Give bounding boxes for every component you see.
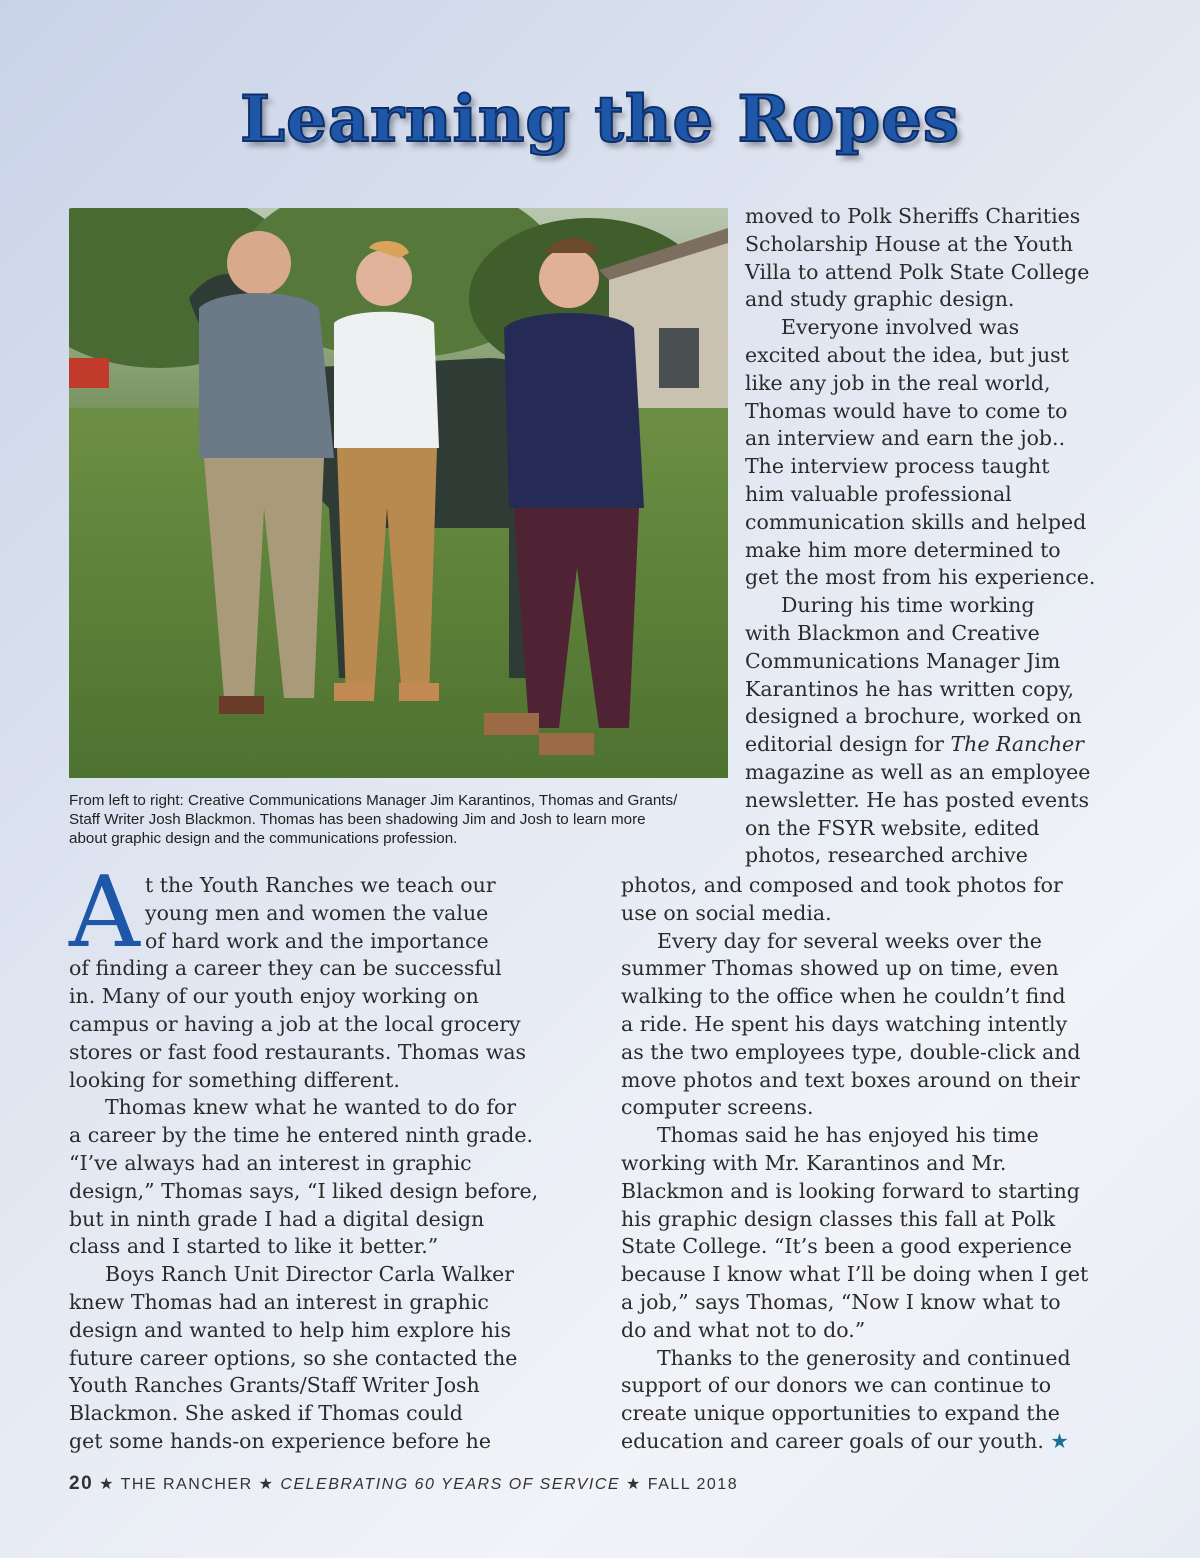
text-line: of hard work and the importance (145, 928, 489, 953)
text-line: knew Thomas had an interest in graphic (69, 1289, 489, 1314)
text-line: “I’ve always had an interest in graphic (69, 1150, 472, 1175)
issue-date: FALL 2018 (647, 1476, 739, 1493)
photo-caption (69, 791, 739, 848)
text-line: use on social media. (621, 900, 832, 925)
text-line: move photos and text boxes around on their (621, 1067, 1080, 1092)
text-line: Communications Manager Jim (745, 648, 1061, 673)
text-fragment: education and career goals of our youth. (621, 1428, 1044, 1453)
text-line: During his time working (781, 593, 1035, 618)
text-line: Thomas knew what he wanted to do for (105, 1095, 517, 1120)
text-line: Everyone involved was (781, 315, 1020, 340)
text-line: on the FSYR website, edited (745, 815, 1040, 840)
text-line: an interview and earn the job.. (745, 426, 1066, 451)
text-line: photos, researched archive (745, 843, 1028, 868)
magazine-title-italic: The Rancher (950, 732, 1084, 757)
text-line (621, 1428, 1161, 1456)
text-line: Thomas would have to come to (745, 398, 1068, 423)
text-line: t the Youth Ranches we teach our (145, 873, 496, 897)
text-line: stores or fast food restaurants. Thomas was (69, 1039, 527, 1064)
magazine-name: THE RANCHER (120, 1476, 253, 1493)
text-line: class and I started to like it better.” (69, 1234, 439, 1259)
text-line: Boys Ranch Unit Director Carla Walker (105, 1262, 515, 1287)
photo-illustration (69, 208, 728, 778)
text-line: communication skills and helped (745, 509, 1087, 534)
text-line: moved to Polk Sheriffs Charities (745, 204, 1081, 228)
text-line: and study graphic design. (745, 287, 1015, 312)
text-line: looking for something different. (69, 1067, 400, 1092)
text-line: like any job in the real world, (745, 370, 1051, 395)
end-star-icon: ★ (1050, 1428, 1069, 1453)
text-line: excited about the idea, but just (745, 342, 1069, 367)
page-footer (69, 1473, 738, 1495)
text-line: summer Thomas showed up on time, even (621, 956, 1059, 981)
text-line: designed a brochure, worked on (745, 704, 1082, 729)
text-line: computer screens. (621, 1095, 814, 1120)
text-line (745, 731, 1165, 759)
text-line: create unique opportunities to expand the (621, 1401, 1060, 1426)
text-line: walking to the office when he couldn’t find (621, 984, 1066, 1009)
text-fragment: editorial design for (745, 732, 944, 757)
text-line: of finding a career they can be successful (69, 956, 502, 981)
text-line: Scholarship House at the Youth (745, 231, 1073, 256)
caption-line: From left to right: Creative Communications Manager Jim Karantinos, Thomas and Grants/ (69, 792, 678, 809)
page-number: 20 (69, 1473, 94, 1494)
text-line: make him more determined to (745, 537, 1061, 562)
right-column-top (745, 203, 1165, 870)
text-line: young men and women the value (145, 900, 489, 925)
text-line: future career options, so she contacted the (69, 1345, 518, 1370)
text-line: Thomas said he has enjoyed his time (657, 1123, 1039, 1148)
text-line: design and wanted to help him explore his (69, 1317, 512, 1342)
text-line: a ride. He spent his days watching intently (621, 1011, 1068, 1036)
text-line: design,” Thomas says, “I liked design before, (69, 1178, 539, 1203)
right-column-bottom (621, 872, 1161, 1456)
text-line: do and what not to do.” (621, 1317, 866, 1342)
text-line: his graphic design classes this fall at Polk (621, 1206, 1056, 1231)
text-line: get some hands-on experience before he (69, 1428, 491, 1453)
caption-line: about graphic design and the communications profession. (69, 830, 458, 847)
text-line: a job,” says Thomas, “Now I know what to (621, 1289, 1061, 1314)
article-photo (69, 208, 728, 778)
article-title: Learning the Ropes (240, 82, 960, 157)
text-line: a career by the time he entered ninth grade. (69, 1123, 533, 1148)
star-separator-icon: ★ (258, 1476, 275, 1493)
text-line: get the most from his experience. (745, 565, 1096, 590)
text-line: working with Mr. Karantinos and Mr. (621, 1150, 1007, 1175)
text-line: photos, and composed and took photos for (621, 873, 1063, 897)
drop-cap: A (69, 856, 140, 970)
text-line: support of our donors we can continue to (621, 1373, 1052, 1398)
text-line: Thanks to the generosity and continued (657, 1345, 1071, 1370)
text-line: in. Many of our youth enjoy working on (69, 984, 479, 1009)
text-line: because I know what I’ll be doing when I get (621, 1262, 1089, 1287)
text-line: newsletter. He has posted events (745, 787, 1090, 812)
text-line: Villa to attend Polk State College (745, 259, 1090, 284)
text-line: Blackmon. She asked if Thomas could (69, 1401, 463, 1426)
text-line: Youth Ranches Grants/Staff Writer Josh (69, 1373, 480, 1398)
star-separator-icon: ★ (99, 1476, 115, 1493)
star-separator-icon: ★ (626, 1476, 642, 1493)
text-line: but in ninth grade I had a digital design (69, 1206, 485, 1231)
text-line: State College. “It’s been a good experience (621, 1234, 1072, 1259)
tagline: CELEBRATING 60 YEARS OF SERVICE (280, 1476, 621, 1493)
text-line: Every day for several weeks over the (657, 928, 1042, 953)
text-line: campus or having a job at the local grocery (69, 1011, 521, 1036)
text-line: The interview process taught (745, 454, 1050, 479)
text-line: Karantinos he has written copy, (745, 676, 1075, 701)
text-line: Blackmon and is looking forward to starting (621, 1178, 1080, 1203)
text-line: him valuable professional (745, 481, 1012, 506)
text-line: as the two employees type, double-click and (621, 1039, 1081, 1064)
caption-line: Staff Writer Josh Blackmon. Thomas has been shadowing Jim and Josh to learn more (69, 811, 646, 828)
text-line: magazine as well as an employee (745, 759, 1091, 784)
text-line: with Blackmon and Creative (745, 620, 1040, 645)
left-column (69, 856, 599, 1456)
